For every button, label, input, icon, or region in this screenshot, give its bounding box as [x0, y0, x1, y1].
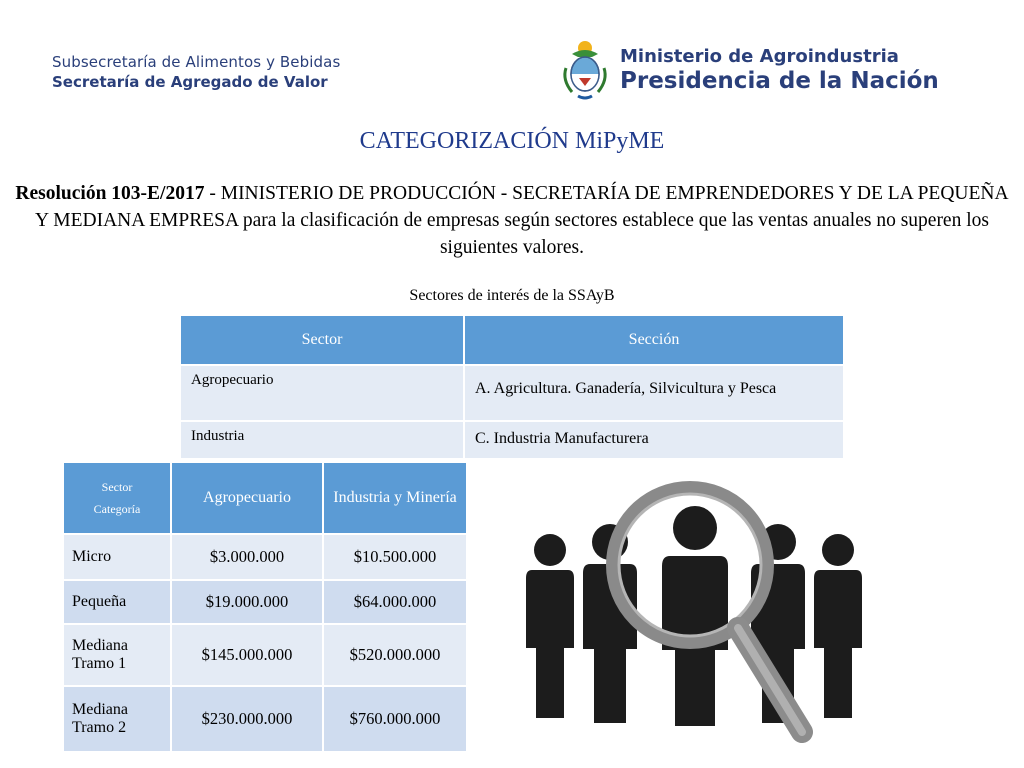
left-logo-line2: Secretaría de Agregado de Valor: [52, 73, 328, 91]
corner-header: [63, 462, 171, 534]
page-title: CATEGORIZACIÓN MiPyME: [359, 128, 665, 154]
category-cell: Mediana Tramo 2: [63, 686, 171, 752]
section-header: Sección: [464, 315, 844, 365]
industry-value-cell: $64.000.000: [323, 580, 467, 624]
coat-of-arms-icon: [558, 38, 612, 108]
section-cell: A. Agricultura. Ganadería, Silvicultura y Pesca: [464, 365, 844, 421]
intro-text: - MINISTERIO DE PRODUCCIÓN - SECRETARÍA DE EMPRENDEDORES Y DE LA PEQUEÑA Y MEDIANA EMPRESA para la clasificación de empresas según sectores establece que las ventas anuales no superen los siguientes valores.: [35, 183, 1009, 258]
agro-value-cell: $230.000.000: [171, 686, 323, 752]
agro-header: Agropecuario: [171, 462, 323, 534]
industry-value-cell: $760.000.000: [323, 686, 467, 752]
people-magnifier-icon: [510, 470, 870, 760]
right-logo-line1: Ministerio de Agroindustria: [620, 46, 899, 67]
category-cell: Pequeña: [63, 580, 171, 624]
sectors-caption: Sectores de interés de la SSAyB: [409, 287, 615, 304]
table-row: [63, 534, 467, 580]
industry-value-cell: $10.500.000: [323, 534, 467, 580]
corner-sector-label: Sector: [101, 480, 133, 494]
industry-header: Industria y Minería: [323, 462, 467, 534]
right-logo-line2: Presidencia de la Nación: [620, 68, 939, 94]
intro-paragraph: [14, 180, 1010, 261]
table-row: [180, 365, 844, 421]
section-cell: C. Industria Manufacturera: [464, 421, 844, 459]
table-row: [63, 580, 467, 624]
corner-category-label: Categoría: [93, 502, 141, 516]
right-logo: [558, 38, 978, 108]
category-cell: Mediana Tramo 1: [63, 624, 171, 686]
agro-value-cell: $19.000.000: [171, 580, 323, 624]
table-row: [63, 686, 467, 752]
sectors-table: [179, 314, 845, 460]
left-logo: [52, 52, 340, 92]
agro-value-cell: $145.000.000: [171, 624, 323, 686]
agro-value-cell: $3.000.000: [171, 534, 323, 580]
table-row: [63, 624, 467, 686]
table-row: [180, 421, 844, 459]
resolution-ref: Resolución 103-E/2017: [15, 183, 205, 204]
sector-cell: Agropecuario: [180, 365, 464, 421]
category-cell: Micro: [63, 534, 171, 580]
industry-value-cell: $520.000.000: [323, 624, 467, 686]
category-table: [62, 461, 468, 753]
sector-cell: Industria: [180, 421, 464, 459]
sector-header: Sector: [180, 315, 464, 365]
left-logo-line1: Subsecretaría de Alimentos y Bebidas: [52, 53, 341, 71]
